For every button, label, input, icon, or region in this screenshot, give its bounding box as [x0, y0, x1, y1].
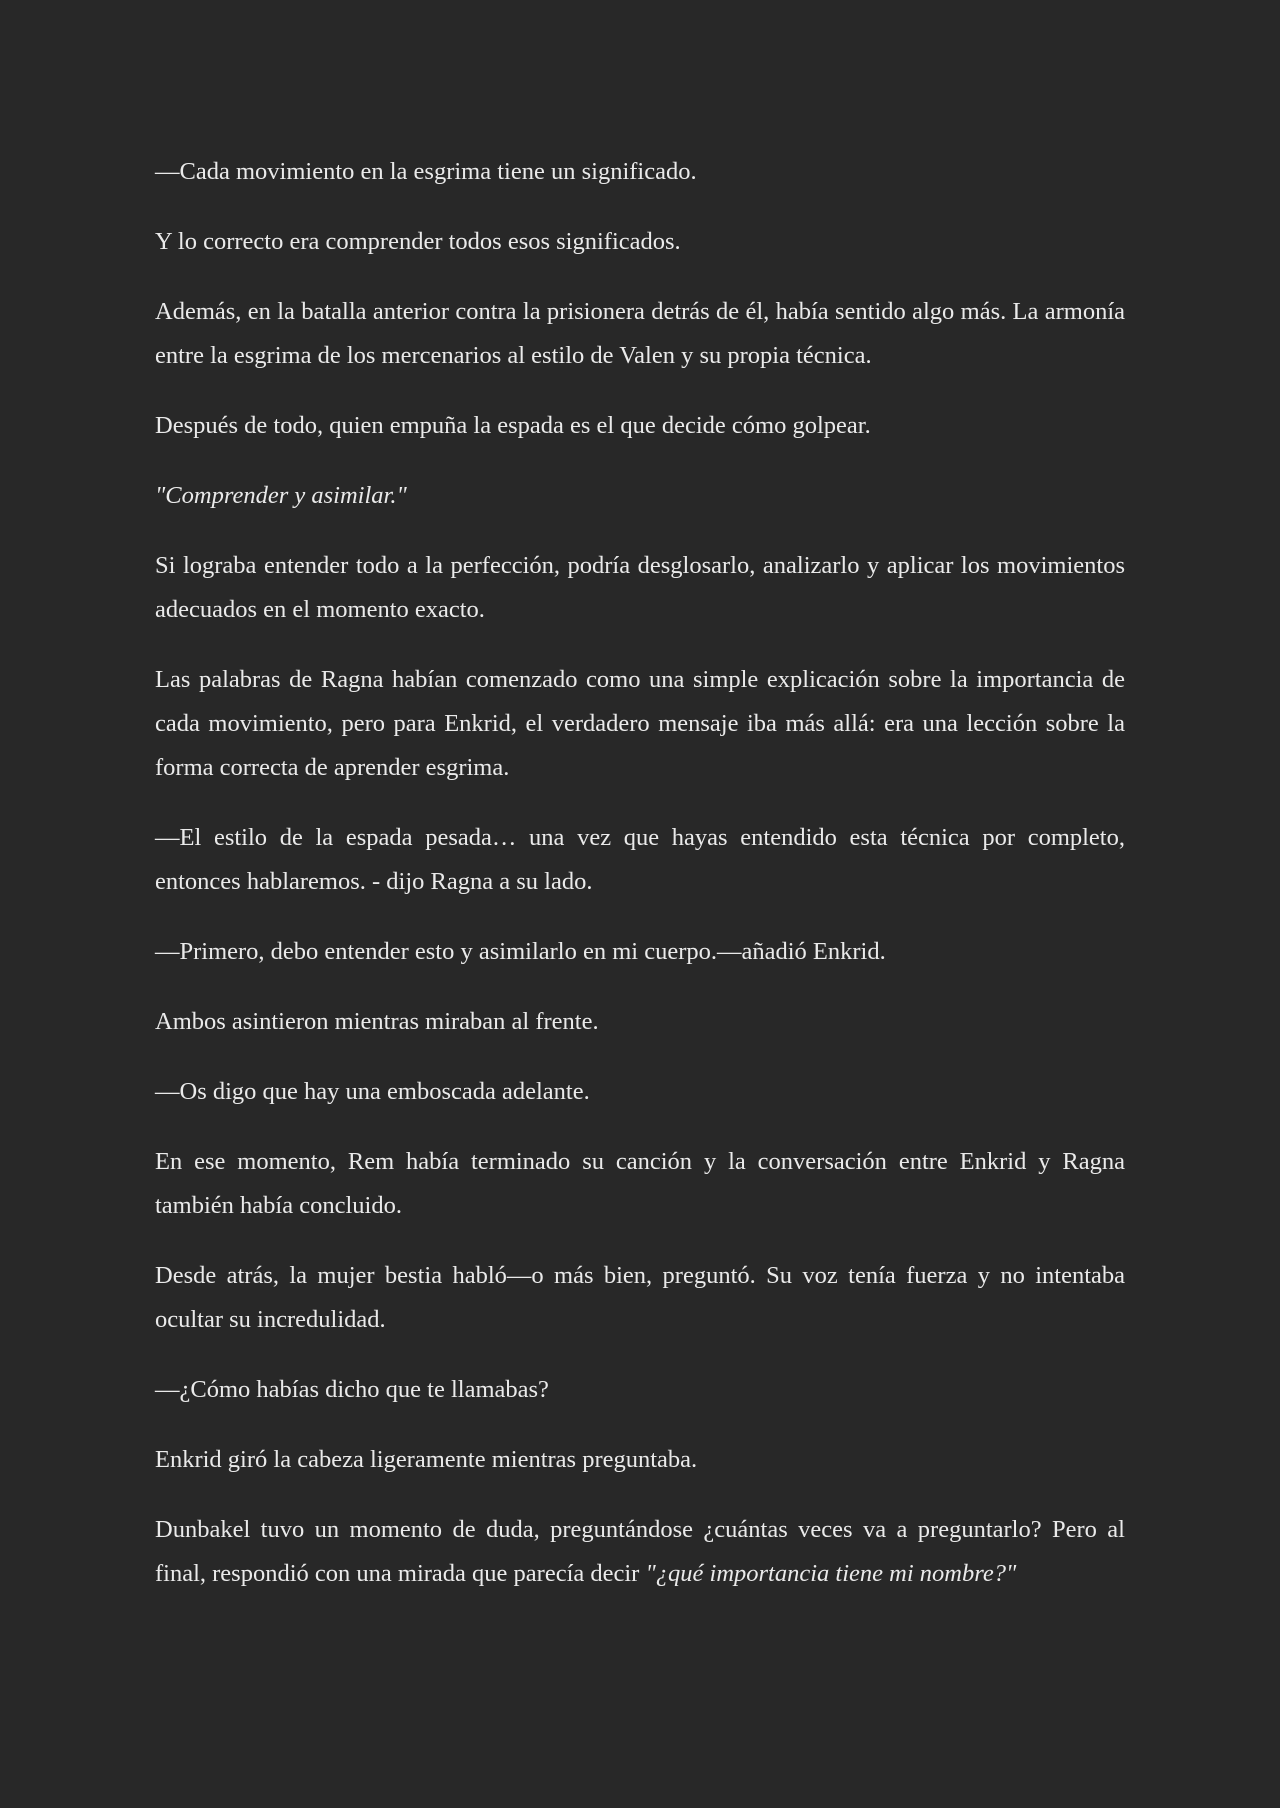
paragraph: [155, 1508, 1125, 1596]
paragraph: —Os digo que hay una emboscada adelante.: [155, 1078, 590, 1105]
paragraph: Además, en la batalla anterior contra la prisionera detrás de él, había sentido algo más. La armonía entre la esgrima de los mercenarios al estilo de Valen y su propia técnica.: [155, 298, 1125, 369]
paragraph: —El estilo de la espada pesada… una vez que hayas entendido esta técnica por completo, entonces hablaremos. - dijo Ragna a su lado.: [155, 824, 1125, 895]
paragraph: —Cada movimiento en la esgrima tiene un significado.: [155, 158, 697, 185]
paragraph: —Primero, debo entender esto y asimilarlo en mi cuerpo.—añadió Enkrid.: [155, 938, 886, 965]
paragraph: Enkrid giró la cabeza ligeramente mientras preguntaba.: [155, 1446, 698, 1473]
italic-thought: "Comprender y asimilar.": [155, 482, 407, 509]
paragraph: En ese momento, Rem había terminado su canción y la conversación entre Enkrid y Ragna también había concluido.: [155, 1148, 1125, 1219]
paragraph: Ambos asintieron mientras miraban al frente.: [155, 1008, 599, 1035]
paragraph-text: Dunbakel tuvo un momento de duda, preguntándose ¿cuántas veces va a preguntarlo? Pero al final, respondió con una mirada que parecía decir: [155, 1516, 1125, 1587]
paragraph: Desde atrás, la mujer bestia habló—o más bien, preguntó. Su voz tenía fuerza y no intentaba ocultar su incredulidad.: [155, 1262, 1125, 1333]
paragraph: —¿Cómo habías dicho que te llamabas?: [155, 1376, 549, 1403]
chapter-text: [155, 150, 1125, 1622]
paragraph: Si lograba entender todo a la perfección, podría desglosarlo, analizarlo y aplicar los movimientos adecuados en el momento exacto.: [155, 552, 1125, 623]
paragraph: Y lo correcto era comprender todos esos significados.: [155, 228, 681, 255]
paragraph-thought: [155, 474, 1125, 518]
paragraph: Después de todo, quien empuña la espada es el que decide cómo golpear.: [155, 412, 871, 439]
italic-quote: "¿qué importancia tiene mi nombre?": [645, 1560, 1017, 1587]
paragraph: Las palabras de Ragna habían comenzado como una simple explicación sobre la importancia de cada movimiento, pero para Enkrid, el verdadero mensaje iba más allá: era una lección sobre la forma correcta de aprender esgrima.: [155, 666, 1125, 781]
